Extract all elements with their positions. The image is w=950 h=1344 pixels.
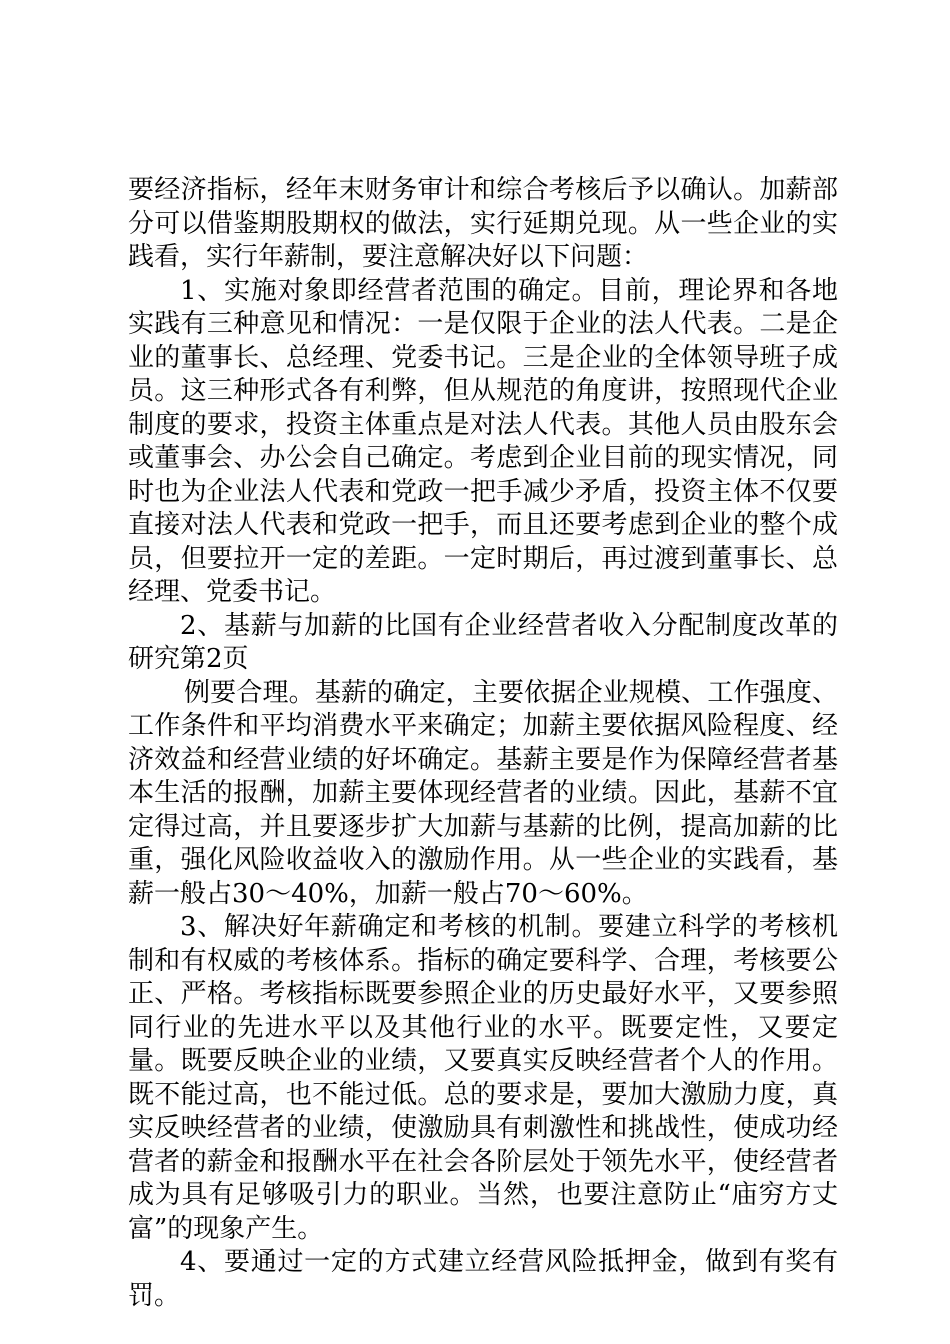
document-body (128, 174, 838, 1313)
paragraph-continuation: 要经济指标，经年末财务审计和综合考核后予以确认。加薪部分可以借鉴期股期权的做法，实行延期兑现。从一些企业的实践看，实行年薪制，要注意解决好以下问题： (128, 175, 838, 272)
paragraph-item-3: 3、解决好年薪确定和考核的机制。要建立科学的考核机制和有权威的考核体系。指标的确定要科学、合理，考核要公正、严格。考核指标既要参照企业的历史最好水平，又要参照同行业的先进水平以及其他行业的水平。既要定性，又要定量。既要反映企业的业绩，又要真实反映经营者个人的作用。既不能过高，也不能过低。总的要求是，要加大激励力度，真实反映经营者的业绩，使激励具有刺激性和挑战性，使成功经营者的薪金和报酬水平在社会各阶层处于领先水平，使经营者成为具有足够吸引力的职业。当然，也要注意防止“庙穷方丈富”的现象产生。 (128, 912, 838, 1244)
paragraph-item-1: 1、实施对象即经营者范围的确定。目前，理论界和各地实践有三种意见和情况：一是仅限于企业的法人代表。二是企业的董事长、总经理、党委书记。三是企业的全体领导班子成员。这三种形式各有利弊，但从规范的角度讲，按照现代企业制度的要求，投资主体重点是对法人代表。其他人员由股东会或董事会、办公会自己确定。考虑到企业目前的现实情况，同时也为企业法人代表和党政一把手减少矛盾，投资主体不仅要直接对法人代表和党政一把手，而且还要考虑到企业的整个成员，但要拉开一定的差距。一定时期后，再过渡到董事长、总经理、党委书记。 (128, 275, 838, 607)
paragraph-item-4: 4、要通过一定的方式建立经营风险抵押金，做到有奖有罚。 (128, 1247, 838, 1311)
paragraph-item-2-continued: 例要合理。基薪的确定，主要依据企业规模、工作强度、工作条件和平均消费水平来确定；加薪主要依据风险程度、经济效益和经营业绩的好坏确定。基薪主要是作为保障经营者基本生活的报酬，加薪主要体现经营者的业绩。因此，基薪不宜定得过高，并且要逐步扩大加薪与基薪的比例，提高加薪的比重，强化风险收益收入的激励作用。从一些企业的实践看，基薪一般占30～40%，加薪一般占70～60%。 (128, 677, 838, 909)
paragraph-item-2: 2、基薪与加薪的比国有企业经营者收入分配制度改革的研究第2页 (128, 610, 838, 674)
